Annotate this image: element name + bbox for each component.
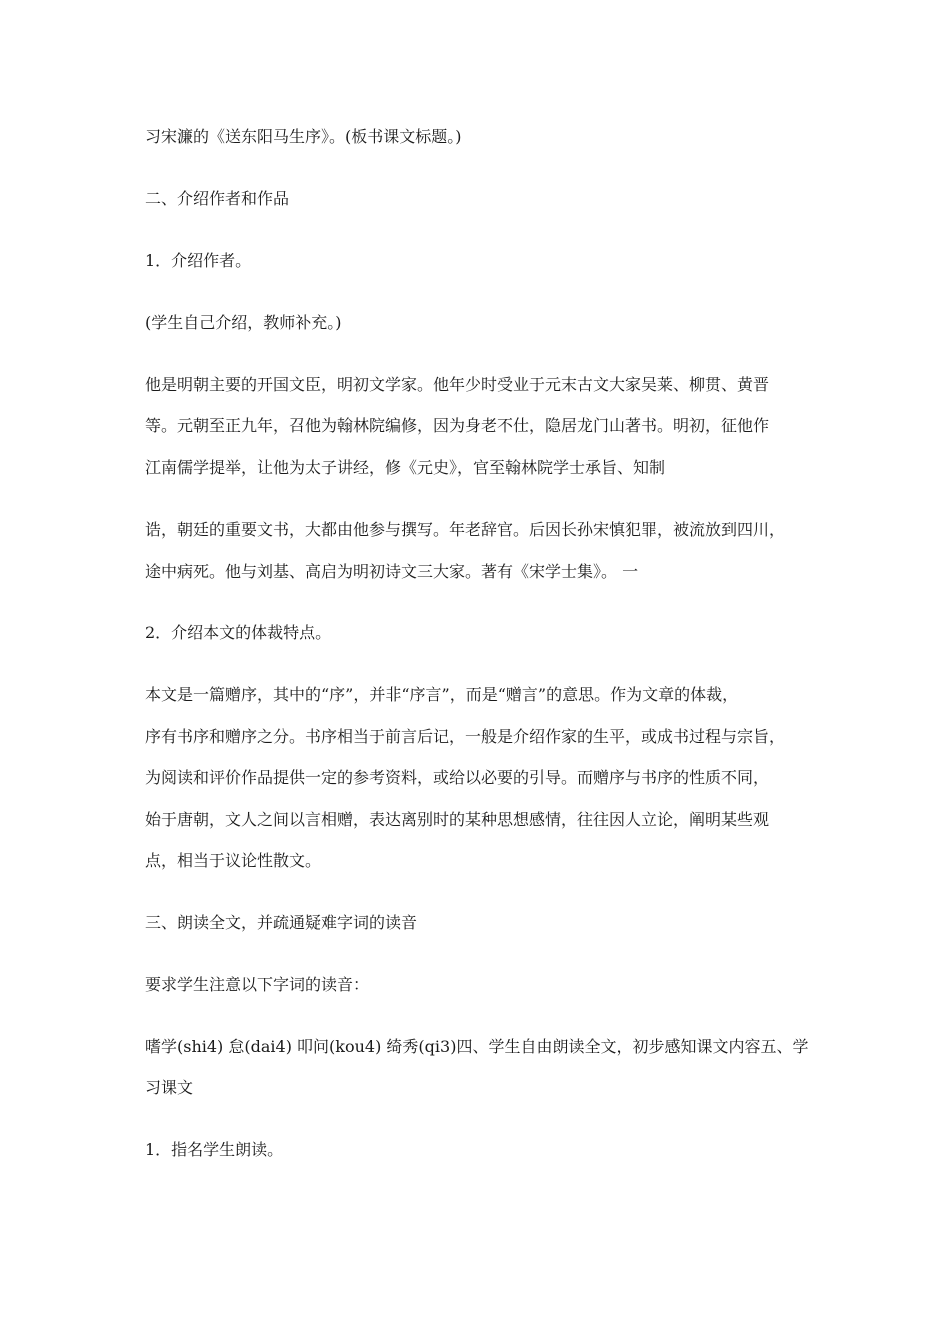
paragraph-line: 途中病死。他与刘基、高启为明初诗文三大家。著有《宋学士集》。 一 — [145, 562, 639, 581]
paragraph-line: 始于唐朝，文人之间以言相赠，表达离别时的某种思想感情，往往因人立论，阐明某些观 — [145, 810, 770, 829]
subsection-heading: 1．介绍作者。 — [145, 251, 252, 270]
text-line: 要求学生注意以下字词的读音： — [145, 975, 370, 994]
paragraph-line: 本文是一篇赠序，其中的“序”，并非“序言”，而是“赠言”的意思。作为文章的体裁， — [145, 685, 739, 704]
section-heading: 二、介绍作者和作品 — [145, 189, 290, 208]
subsection-heading: 1．指名学生朗读。 — [145, 1140, 284, 1159]
paragraph-line: 他是明朝主要的开国文臣，明初文学家。他年少时受业于元末古文大家吴莱、柳贯、黄晋 — [145, 375, 770, 394]
section-heading: 三、朗读全文，并疏通疑难字词的读音 — [145, 913, 418, 932]
paragraph-line: 为阅读和评价作品提供一定的参考资料，或给以必要的引导。而赠序与书序的性质不同， — [145, 768, 770, 787]
text-line: 习宋濂的《送东阳马生序》。(板书课文标题。) — [145, 127, 462, 146]
paragraph-line: 诰，朝廷的重要文书，大都由他参与撰写。年老辞官。后因长孙宋慎犯罪，被流放到四川， — [145, 520, 786, 539]
subsection-heading: 2．介绍本文的体裁特点。 — [145, 623, 332, 642]
paragraph-line: 江南儒学提举，让他为太子讲经，修《元史》，官至翰林院学士承旨、知制 — [145, 458, 666, 477]
paragraph-line: 习课文 — [145, 1078, 194, 1097]
text-line: (学生自己介绍，教师补充。) — [145, 313, 342, 332]
paragraph-line: 点，相当于议论性散文。 — [145, 851, 322, 870]
paragraph-line: 等。元朝至正九年，召他为翰林院编修，因为身老不仕，隐居龙门山著书。明初，征他作 — [145, 416, 770, 435]
paragraph-line: 嗜学(shi4) 怠(dai4) 叩问(kou4) 绮秀(qi3)四、学生自由朗读全文，初步感知课文内容五、学 — [145, 1037, 809, 1056]
paragraph-line: 序有书序和赠序之分。书序相当于前言后记，一般是介绍作家的生平，或成书过程与宗旨， — [145, 727, 786, 746]
